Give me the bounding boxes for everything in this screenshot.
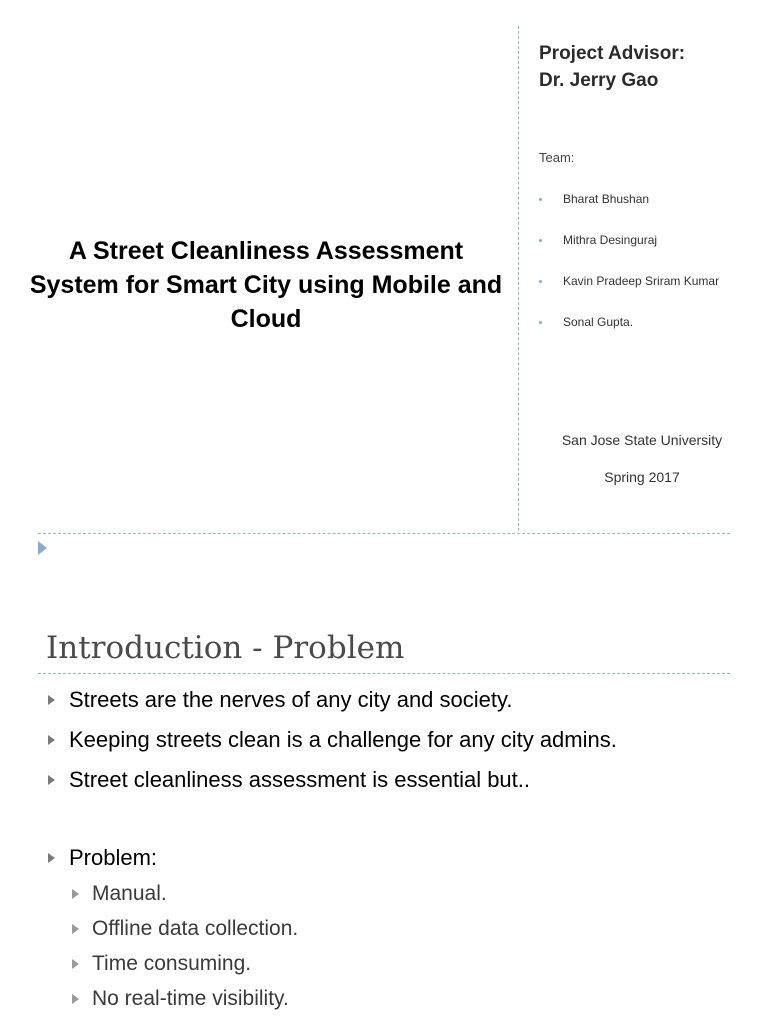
bullet-dot-icon: [539, 280, 542, 283]
triangle-bullet-icon: [72, 889, 79, 899]
triangle-bullet-icon: [72, 994, 79, 1004]
team-list: [539, 190, 719, 354]
slide-divider: [38, 533, 730, 534]
bullet-text: Street cleanliness assessment is essential but..: [69, 767, 531, 792]
sub-bullet-text: Offline data collection.: [92, 917, 299, 940]
slide-arrow-icon: [38, 541, 47, 555]
advisor-label: Project Advisor:: [539, 43, 686, 64]
team-member-name: Mithra Desinguraj: [563, 233, 658, 247]
bullet-text: Problem:: [69, 845, 158, 870]
triangle-bullet-icon: [48, 853, 55, 863]
team-member: [539, 272, 719, 313]
term-label: Spring 2017: [604, 469, 680, 485]
triangle-bullet-icon: [72, 924, 79, 934]
bullet-text: Streets are the nerves of any city and society.: [69, 687, 513, 712]
vertical-divider: [518, 26, 519, 531]
sub-bullet-text: Time consuming.: [92, 952, 252, 975]
team-member-name: Bharat Bhushan: [563, 192, 650, 206]
slide-title: Introduction - Problem: [46, 630, 405, 666]
team-member: [539, 190, 719, 231]
team-member: [539, 231, 719, 272]
university-name: San Jose State University: [561, 432, 723, 448]
bullet-text: Keeping streets clean is a challenge for any city admins.: [69, 727, 617, 752]
triangle-bullet-icon: [48, 735, 55, 745]
sub-bullet-text: No real-time visibility.: [92, 987, 289, 1010]
advisor-name: Dr. Jerry Gao: [539, 70, 659, 91]
bullet-dot-icon: [539, 198, 542, 201]
team-member: [539, 313, 719, 354]
bullet-dot-icon: [539, 239, 542, 242]
presentation-title: A Street Cleanliness Assessment System for Smart City using Mobile and Cloud: [29, 237, 503, 333]
team-label: Team:: [539, 150, 575, 165]
triangle-bullet-icon: [72, 959, 79, 969]
advisor-block: [539, 40, 685, 94]
bullet-dot-icon: [539, 321, 542, 324]
sub-bullet-text: Manual.: [92, 882, 167, 905]
title-divider: [38, 673, 730, 674]
team-member-name: Kavin Pradeep Sriram Kumar: [563, 274, 720, 288]
triangle-bullet-icon: [48, 775, 55, 785]
team-member-name: Sonal Gupta.: [563, 315, 634, 329]
triangle-bullet-icon: [48, 695, 55, 705]
